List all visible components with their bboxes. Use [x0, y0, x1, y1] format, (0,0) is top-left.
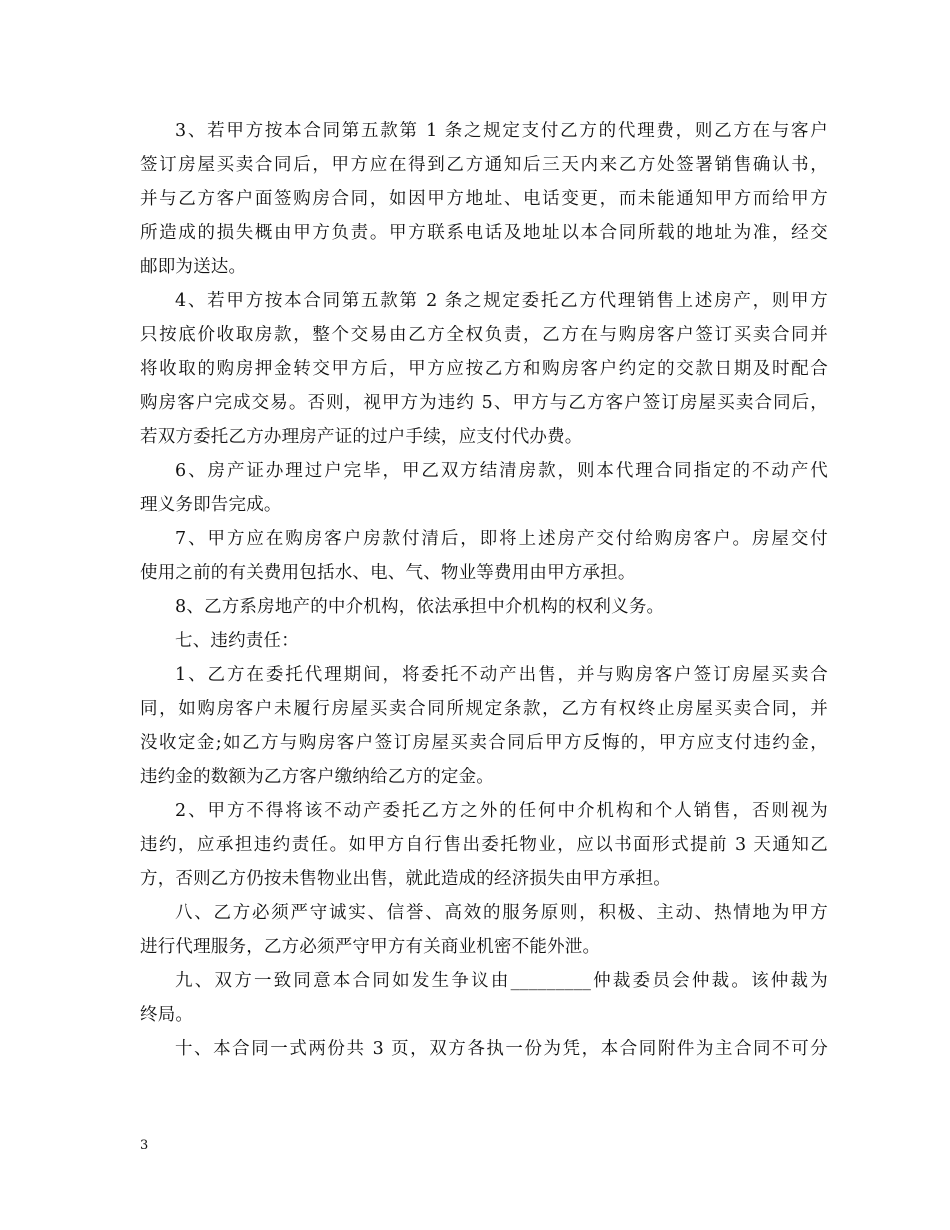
liability-1-line-4: 违约金的数额为乙方客户缴纳给乙方的定金。: [140, 767, 494, 787]
clause-4-line-5: 若双方委托乙方办理房产证的过户手续，应支付代办费。: [140, 427, 583, 447]
page-number: 3: [140, 1138, 149, 1153]
section-8-line-2: 进行代理服务，乙方必须严守甲方有关商业机密不能外泄。: [140, 937, 601, 957]
section-7-heading: 七、违约责任：: [175, 631, 299, 651]
clause-4-line-4: 购房客户完成交易。否则，视甲方为违约 5、甲方与乙方客户签订房屋买卖合同后，: [140, 393, 828, 413]
liability-1-line-2: 同，如购房客户未履行房屋买卖合同所规定条款，乙方有权终止房屋买卖合同，并: [140, 699, 828, 719]
clause-7-line-2: 使用之前的有关费用包括水、电、气、物业等费用由甲方承担。: [140, 563, 636, 583]
contract-body: [140, 114, 828, 1066]
clause-3-line-5: 邮即为送达。: [140, 257, 247, 277]
clause-4-line-1: 4、若甲方按本合同第五款第 2 条之规定委托乙方代理销售上述房产，则甲方: [175, 291, 828, 311]
clause-6-line-2: 理义务即告完成。: [140, 495, 282, 515]
clause-3-line-4: 所造成的损失概由甲方负责。甲方联系电话及地址以本合同所载的地址为准，经交: [140, 223, 828, 243]
clause-7-line-1: 7、甲方应在购房客户房款付清后，即将上述房产交付给购房客户。房屋交付: [175, 529, 828, 549]
clause-4-line-2: 只按底价收取房款，整个交易由乙方全权负责，乙方在与购房客户签订买卖合同并: [140, 325, 828, 345]
section-9-line-1: 九、双方一致同意本合同如发生争议由_________仲裁委员会仲裁。该仲裁为: [175, 971, 828, 991]
clause-3-line-1: 3、若甲方按本合同第五款第 1 条之规定支付乙方的代理费，则乙方在与客户: [175, 121, 828, 141]
clause-6-line-1: 6、房产证办理过户完毕，甲乙双方结清房款，则本代理合同指定的不动产代: [175, 461, 828, 481]
liability-2-line-2: 违约，应承担违约责任。如甲方自行售出委托物业，应以书面形式提前 3 天通知乙: [140, 835, 828, 855]
liability-1-line-1: 1、乙方在委托代理期间，将委托不动产出售，并与购房客户签订房屋买卖合: [175, 665, 828, 685]
section-9-line-2: 终局。: [140, 1005, 194, 1025]
liability-2-line-3: 方，否则乙方仍按未售物业出售，就此造成的经济损失由甲方承担。: [140, 869, 671, 889]
liability-2-line-1: 2、甲方不得将该不动产委托乙方之外的任何中介机构和个人销售，否则视为: [175, 801, 828, 821]
clause-8-line-1: 8、乙方系房地产的中介机构，依法承担中介机构的权利义务。: [175, 597, 665, 617]
clause-3-line-2: 签订房屋买卖合同后，甲方应在得到乙方通知后三天内来乙方处签署销售确认书，: [140, 155, 828, 175]
liability-1-line-3: 没收定金;如乙方与购房客户签订房屋买卖合同后甲方反悔的，甲方应支付违约金，: [140, 733, 828, 753]
section-10-line-1: 十、本合同一式两份共 3 页，双方各执一份为凭，本合同附件为主合同不可分: [175, 1039, 828, 1059]
section-8-line-1: 八、乙方必须严守诚实、信誉、高效的服务原则，积极、主动、热情地为甲方: [175, 903, 828, 923]
clause-4-line-3: 将收取的购房押金转交甲方后，甲方应按乙方和购房客户约定的交款日期及时配合: [140, 359, 828, 379]
clause-3-line-3: 并与乙方客户面签购房合同，如因甲方地址、电话变更，而未能通知甲方而给甲方: [140, 189, 828, 209]
